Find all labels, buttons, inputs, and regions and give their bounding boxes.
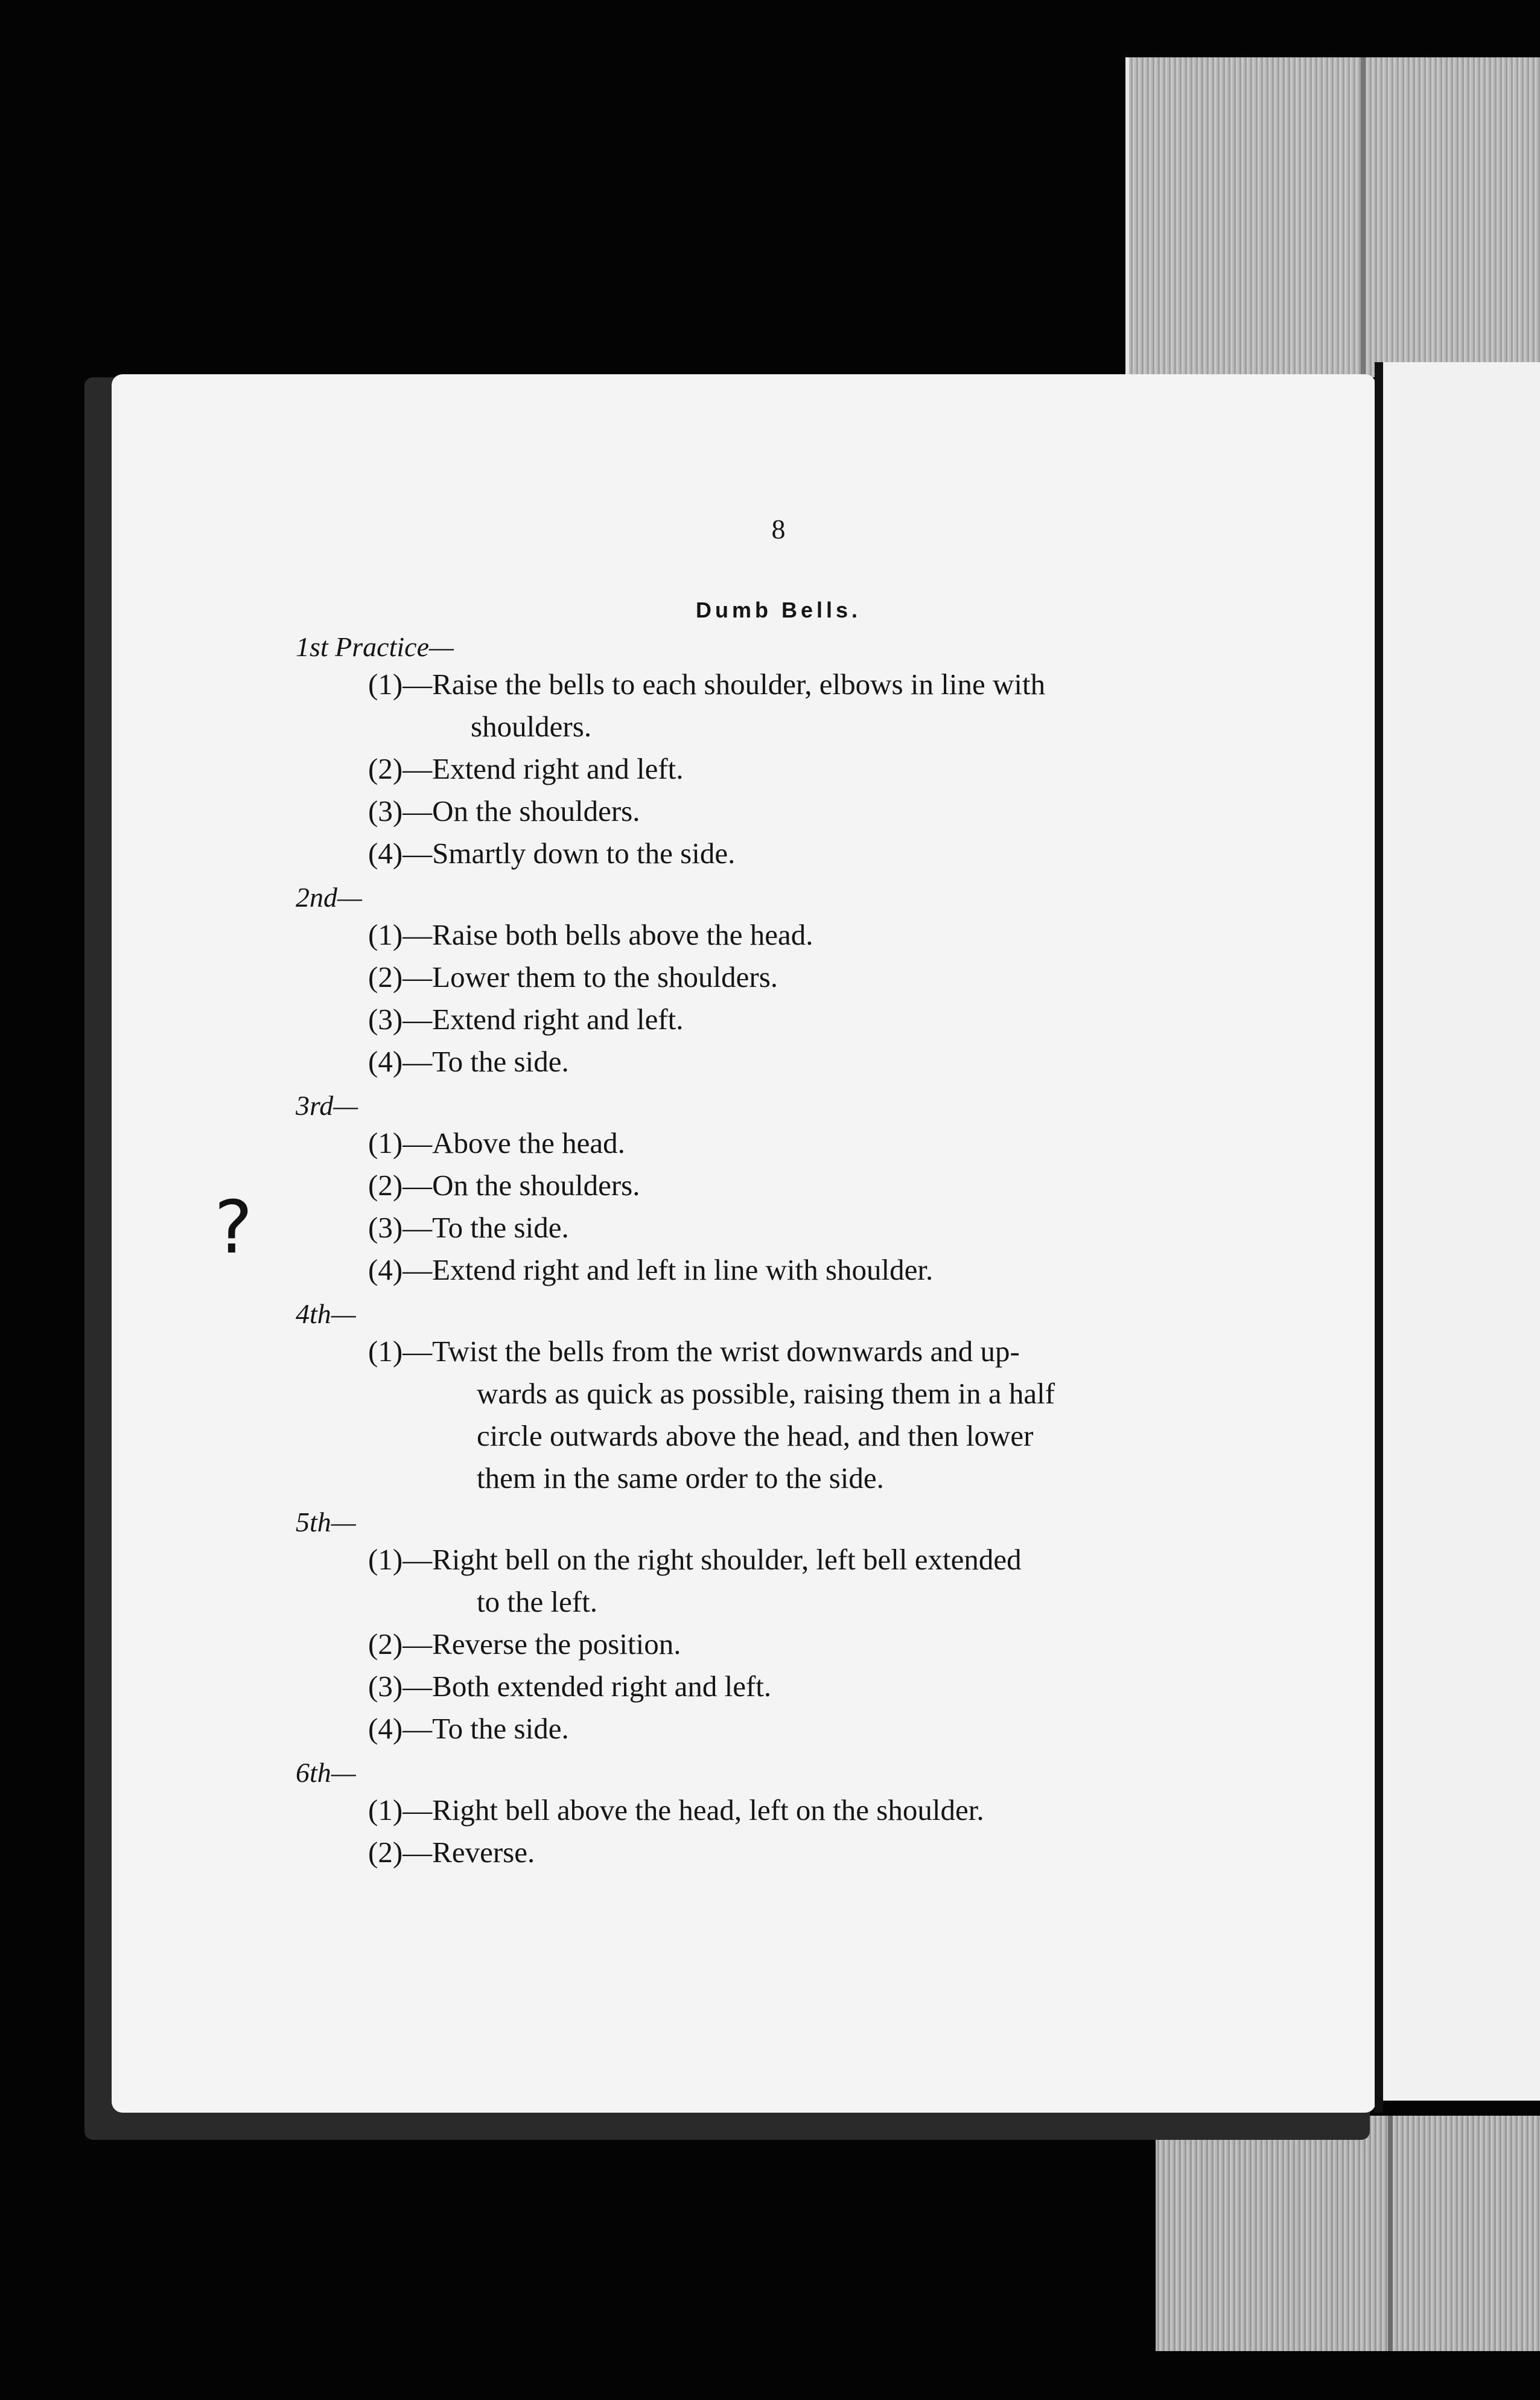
page-heading: Dumb Bells. <box>695 598 862 622</box>
exercise-line: (1)—Raise the bells to each shoulder, elbows in line with <box>368 668 1046 701</box>
exercise-line: (4)—Smartly down to the side. <box>368 837 736 870</box>
exercise-line: shoulders. <box>471 710 592 743</box>
exercise-line: (1)—Right bell on the right shoulder, left bell extended <box>368 1543 1022 1576</box>
book-spine-top <box>1125 57 1540 377</box>
exercise-line: (1)—Twist the bells from the wrist downwards and up- <box>368 1335 1020 1368</box>
book-spine-seam-bottom <box>1388 2116 1393 2351</box>
exercise-line: (4)—Extend right and left in line with shoulder. <box>368 1253 934 1286</box>
page-number: 8 <box>771 514 786 544</box>
practice-label: 2nd— <box>296 882 362 913</box>
exercise-line: to the left. <box>477 1585 598 1618</box>
exercise-line: (2)—On the shoulders. <box>368 1169 640 1202</box>
book-spine-seam <box>1361 57 1366 377</box>
page-text <box>296 513 1273 1901</box>
exercise-line: wards as quick as possible, raising them in a half <box>477 1377 1055 1410</box>
exercise-line: (2)—Reverse the position. <box>368 1627 681 1661</box>
practice-label: 4th— <box>296 1298 356 1329</box>
exercise-line: (3)—Both extended right and left. <box>368 1670 772 1703</box>
exercise-line: (2)—Lower them to the shoulders. <box>368 960 778 994</box>
page-gutter <box>1375 362 1383 2113</box>
exercise-line: (1)—Raise both bells above the head. <box>368 918 813 951</box>
exercise-line: them in the same order to the side. <box>477 1461 884 1495</box>
exercise-line: (1)—Right bell above the head, left on the shoulder. <box>368 1793 984 1827</box>
exercise-line: (4)—To the side. <box>368 1712 569 1745</box>
exercise-line: (2)—Extend right and left. <box>368 752 684 785</box>
exercise-line: (1)—Above the head. <box>368 1126 625 1160</box>
exercise-line: circle outwards above the head, and then lower <box>477 1419 1034 1452</box>
exercise-line: (2)—Reverse. <box>368 1836 535 1869</box>
practice-label: 1st Practice— <box>296 631 454 662</box>
exercise-line: (3)—Extend right and left. <box>368 1003 684 1036</box>
practice-label: 6th— <box>296 1757 356 1788</box>
exercise-line: (3)—To the side. <box>368 1211 569 1244</box>
facing-page <box>1382 362 1540 2101</box>
margin-question-mark: ? <box>214 1186 253 1270</box>
practice-label: 3rd— <box>296 1090 358 1121</box>
practice-label: 5th— <box>296 1507 356 1537</box>
exercise-line: (4)—To the side. <box>368 1045 569 1078</box>
book-spine-bottom <box>1156 2116 1540 2351</box>
exercise-line: (3)—On the shoulders. <box>368 794 640 828</box>
